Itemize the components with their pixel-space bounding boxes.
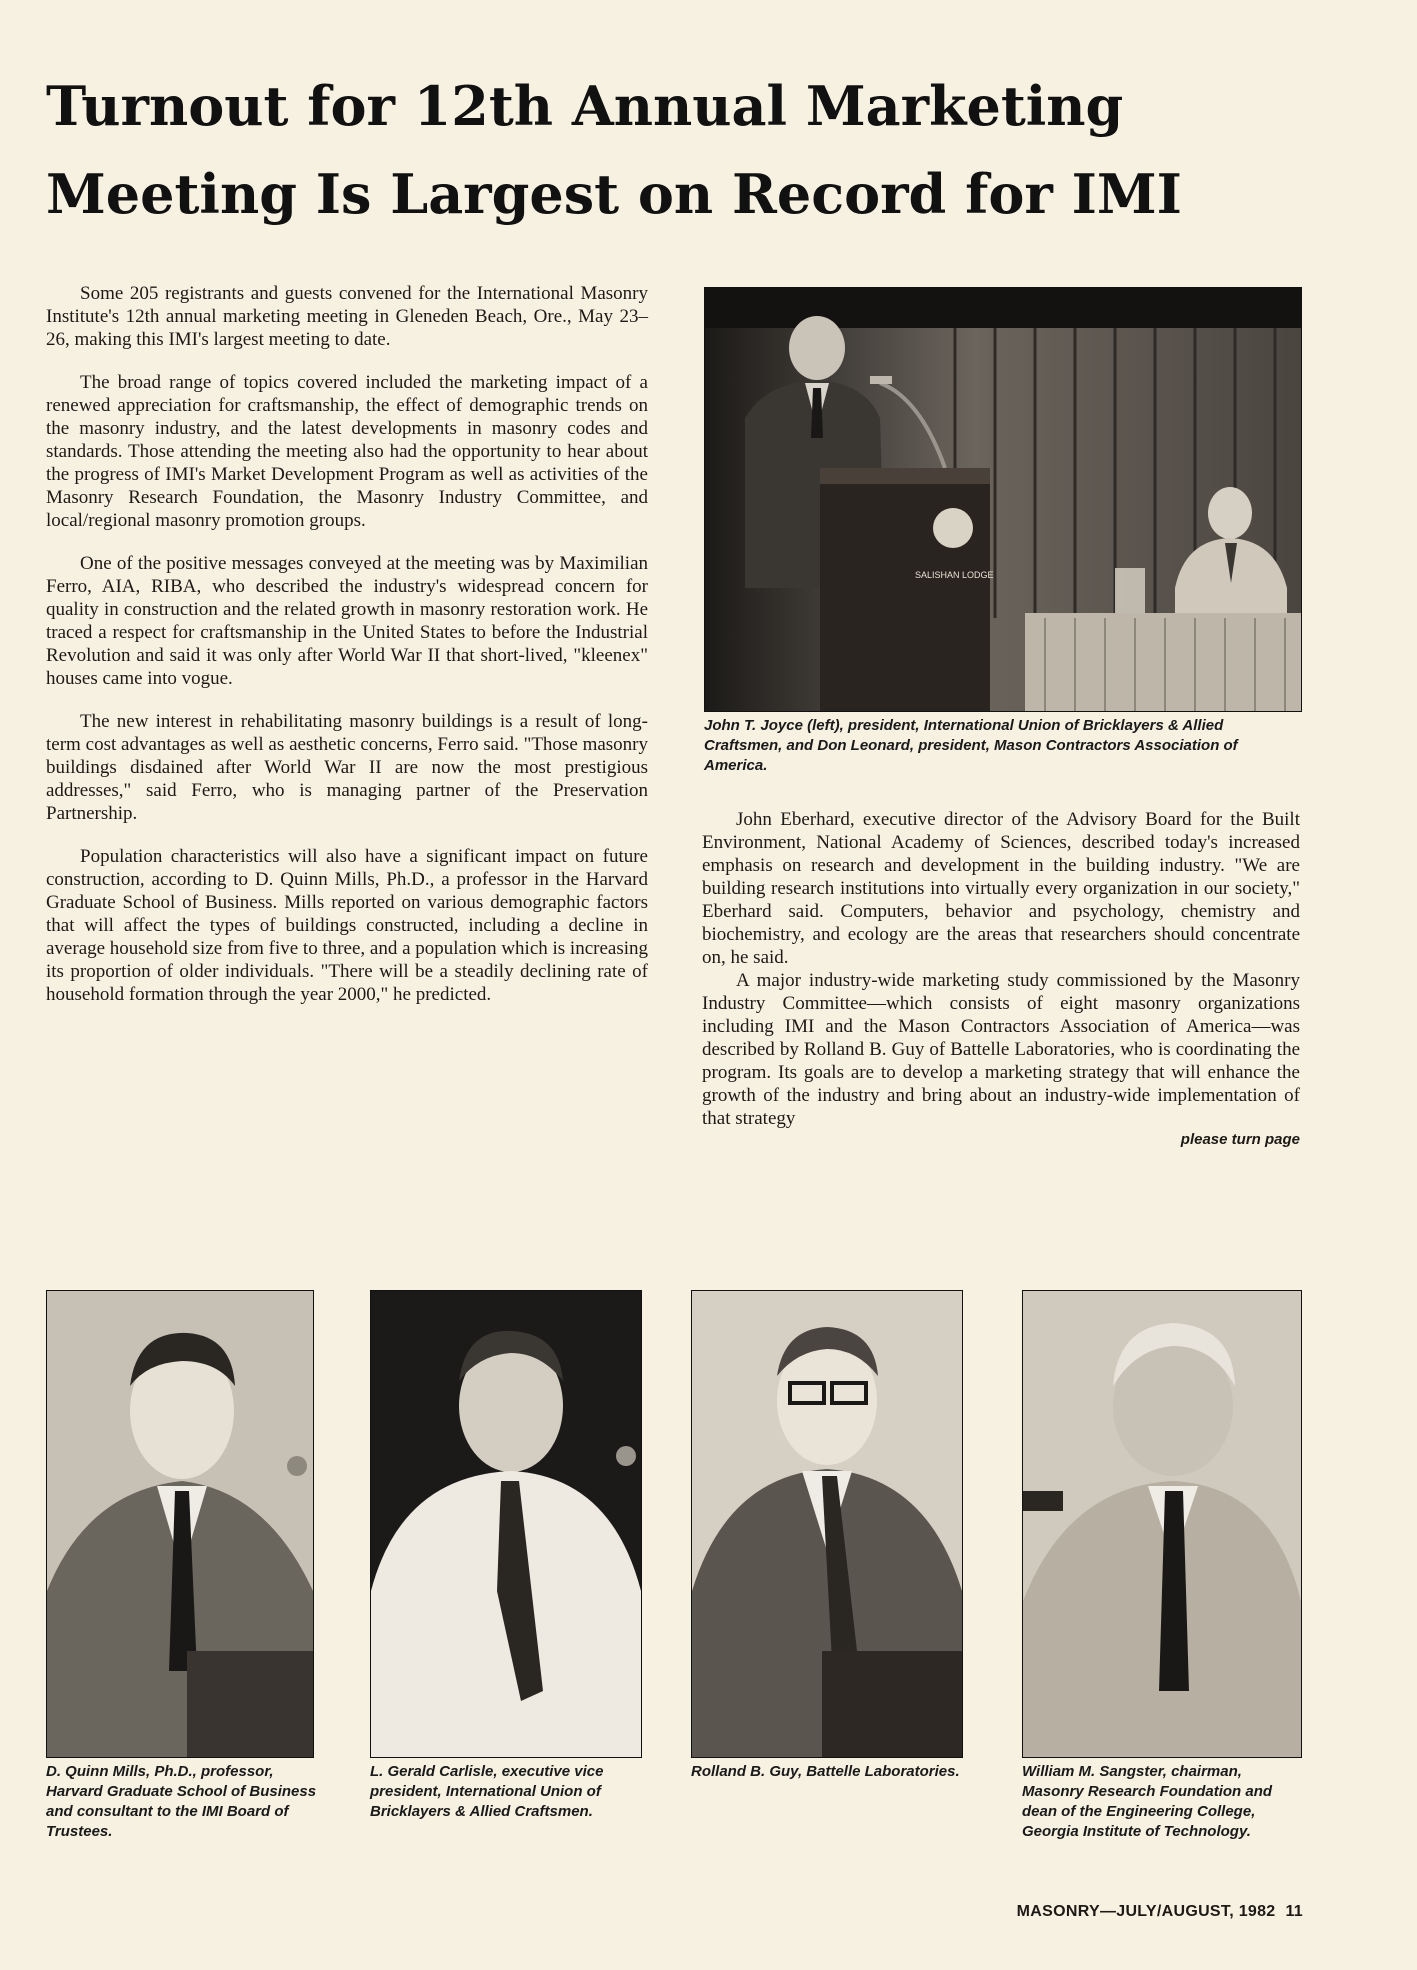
headline-line-1: Turnout for 12th Annual Marketing bbox=[46, 74, 1124, 138]
lodge-sign-text: SALISHAN LODGE bbox=[915, 570, 994, 580]
portrait-caption: L. Gerald Carlisle, executive vice president, International Union of Bricklayers & Allied Craftsmen. bbox=[370, 1763, 604, 1820]
page-number: 11 bbox=[1285, 1903, 1303, 1920]
right-column bbox=[702, 808, 1300, 1170]
page-footer bbox=[1017, 1903, 1303, 1921]
paragraph: Some 205 registrants and guests convened for the International Masonry Institute's 12th annual marketing meeting in Gleneden Beach, Ore., May 23–26, making this IMI's largest meeting to date. bbox=[46, 283, 648, 350]
portrait-photo-guy bbox=[691, 1290, 963, 1758]
paragraph: The broad range of topics covered included the marketing impact of a renewed appreciation for craftsmanship, the effect of demographic trends on the masonry industry, and the latest developments in masonry codes and standards. Those attending the meeting also had the opportunity to hear about the progress of IMI's Market Development Program as well as activities of the Masonry Research Foundation, the Masonry Industry Committee, and local/regional masonry promotion groups. bbox=[46, 372, 648, 531]
portrait-photo-mills bbox=[46, 1290, 314, 1758]
podium-photo bbox=[704, 287, 1302, 712]
portrait-caption: D. Quinn Mills, Ph.D., professor, Harvard Graduate School of Business and consultant to the IMI Board of Trustees. bbox=[46, 1763, 317, 1840]
article-headline bbox=[46, 62, 1376, 238]
paragraph: John Eberhard, executive director of the Advisory Board for the Built Environment, National Academy of Sciences, described today's increased emphasis on research and development in the building industry. "We are building research institutions into virtually every organization in our society," Eberhard said. Computers, behavior and psychology, chemistry and biochemistry, and ecology are the areas that researchers should concentrate on, he said. bbox=[702, 809, 1300, 968]
paragraph: A major industry-wide marketing study commissioned by the Masonry Industry Committee—which consists of eight masonry organizations including IMI and the Mason Contractors Association of America—was described by Rolland B. Guy of Battelle Laboratories, who is coordinating the program. Its goals are to develop a marketing strategy that will enhance the growth of the industry and bring about an industry-wide implementation of that strategy bbox=[702, 970, 1300, 1129]
portrait-photo-carlisle bbox=[370, 1290, 642, 1758]
portrait-photo-sangster bbox=[1022, 1290, 1302, 1758]
portrait-caption: Rolland B. Guy, Battelle Laboratories. bbox=[691, 1763, 960, 1780]
publication-line: MASONRY—JULY/AUGUST, 1982 bbox=[1016, 1903, 1276, 1920]
portrait-caption: William M. Sangster, chairman, Masonry Research Foundation and dean of the Engineering College, Georgia Institute of Technology. bbox=[1022, 1763, 1273, 1840]
paragraph: One of the positive messages conveyed at the meeting was by Maximilian Ferro, AIA, RIBA, who described the industry's widespread concern for quality in construction and the related growth in masonry restoration work. He traced a respect for craftsmanship in the United States to before the Industrial Revolution and said it was only after World War II that short-lived, "kleenex" houses came into vogue. bbox=[46, 553, 648, 689]
headline-line-2: Meeting Is Largest on Record for IMI bbox=[46, 162, 1182, 226]
paragraph: Population characteristics will also have a significant impact on future construction, according to D. Quinn Mills, Ph.D., a professor in the Harvard Graduate School of Business. Mills reported on various demographic factors that will affect the types of buildings constructed, including a decline in average household size from five to three, and a population which is increasing its proportion of older individuals. "There will be a steadily declining rate of household formation through the year 2000," he predicted. bbox=[46, 846, 648, 1005]
paragraph: The new interest in rehabilitating masonry buildings is a result of long-term cost advantages as well as aesthetic concerns, Ferro said. "Those masonry buildings disdained after World War II are now the most prestigious addresses," said Ferro, who is managing partner of the Preservation Partnership. bbox=[46, 711, 648, 824]
continued-note: please turn page bbox=[1180, 1131, 1300, 1148]
top-photo-caption: John T. Joyce (left), president, International Union of Bricklayers & Allied Craftsmen, and Don Leonard, president, Mason Contractors Association of America. bbox=[704, 717, 1238, 774]
left-column bbox=[46, 282, 648, 1026]
